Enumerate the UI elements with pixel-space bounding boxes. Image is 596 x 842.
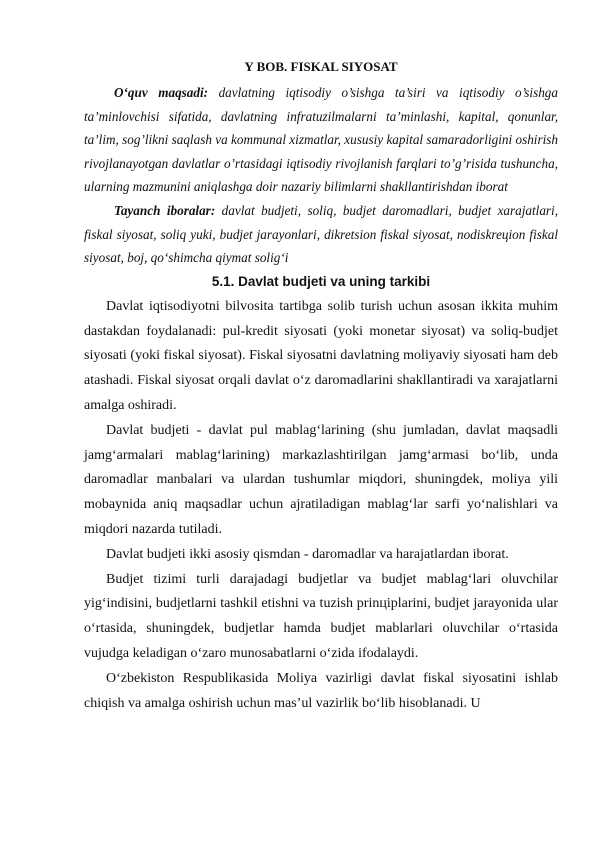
section-title: 5.1. Davlat budjeti va uning tarkibi [211, 273, 431, 289]
paragraph: O‘zbekiston Respublikasida Moliya vazirligi davlat fiskal siyosatini ishlab chiqish va amalga oshirish uchun mas’ul vazirlik bo‘lib hisoblanadi. U [84, 670, 558, 711]
paragraph: Davlat budjeti - davlat pul mablag‘larining (shu jumladan, davlat maqsadli jamg‘armalari mablag‘larining) markazlashtirilgan jamg‘armasi bo‘lib, unda daromadlar manbalari va ulardan tushumlar miqdori, shuningdek, moliya yili mobaynida aniq maqsadlar uchun ajratiladigan mablag‘lar sarfi yo‘nalishlari va miqdori nazarda tutiladi. [84, 422, 558, 537]
paragraph: Budjet tizimi turli darajadagi budjetlar va budjet mablag‘lari oluvchilar yig‘indisini, budjetlarni tashkil etishni va tuzish prinцiplarini, budjet jarayonida ular o‘rtasida, shuningdek, budjetlar hamda budjet mablarlari oluvchilar o‘rtasida vujudga keladigan o‘zaro munosabatlarni o‘zida ifodalaydi. [84, 571, 558, 661]
chapter-title: Y BOB. FISKAL SIYOSAT [244, 59, 398, 74]
paragraph: Davlat iqtisodiyotni bilvosita tartibga solib turish uchun asosan ikkita muhim dastakdan foydalanadi: pul-kredit siyosati (yoki monetar siyosat) va soliq-budjet siyosati (yoki fiskal siyosat). Fiskal siyosatni davlatning moliyaviy siyosati ham deb atashadi. Fiskal siyosat orqali davlat o‘z daromadlarini shakllantiradi va xarajatlarni amalga oshiradi. [84, 298, 558, 413]
learning-objective [84, 81, 558, 199]
key-terms [84, 199, 558, 270]
paragraph: Davlat budjeti ikki asosiy qismdan - daromadlar va harajatlardan iborat. [106, 546, 509, 562]
keywords-text: davlat budjeti, soliq, budjet daromadlari, budjet xarajatlari, fiskal siyosat, soliq yuki, budjet jarayonlari, dikretsion fiskal siyosat, nodiskreцion fiskal siyosat, boj, qo‘shimcha qiymat solig‘i [84, 202, 559, 266]
document-page [84, 58, 558, 716]
keywords-label: Tayanch iboralar: [114, 202, 216, 218]
objective-label: O‘quv maqsadi: [114, 85, 209, 100]
objective-text: davlatning iqtisodiy o’sishga ta’siri va iqtisodiy o’sishga ta’minlovchisi sifatida, davlatning infratuzilmalarni ta’minlashi, kapital, qonunlar, ta’lim, sog’likni saqlash va kommunal xizmatlar, xususiy kapital samaradorligini oshirish rivojlanayotgan davlatlar o’rtasidagi iqtisodiy rivojlanish farqlari to’g’risida tushuncha, ularning mazmunini aniqlashga doir nazariy bilimlarni shakllantirishdan iborat [84, 85, 558, 195]
